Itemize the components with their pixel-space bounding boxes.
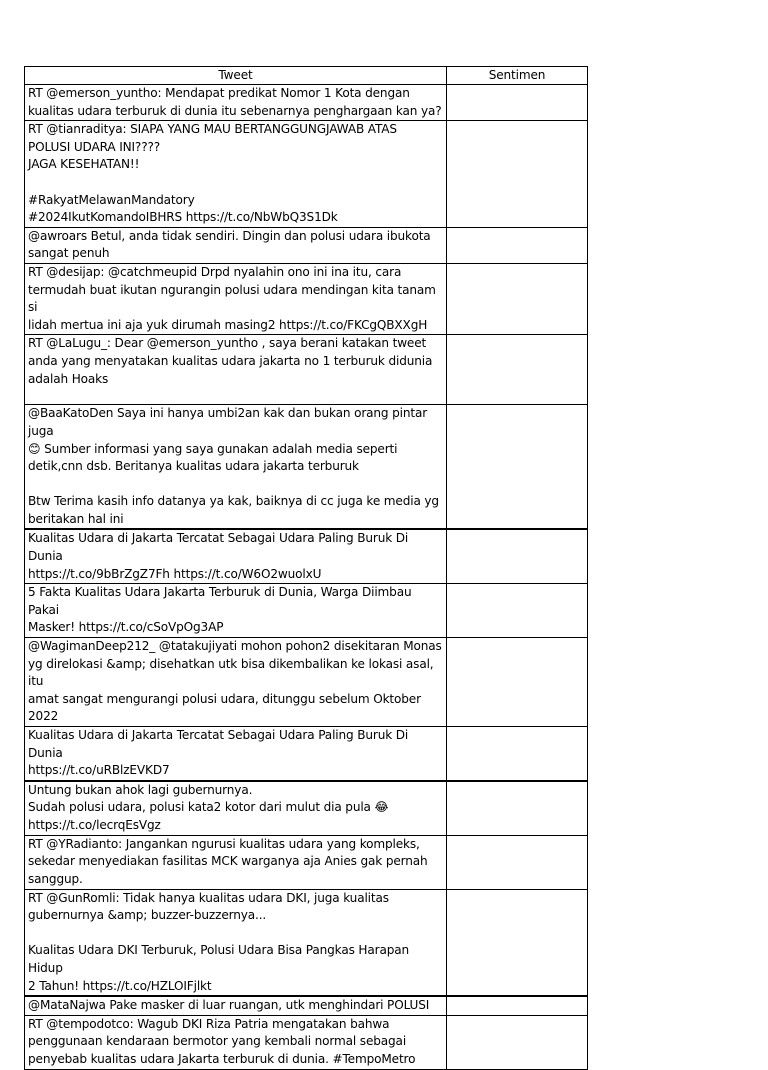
- table-row: [25, 85, 588, 121]
- tweet-cell[interactable]: @WagimanDeep212_ @tatakujiyati mohon pohon2 disekitaran Monas yg direlokasi &amp; disehatkan utk bisa dikembalikan ke lokasi asal, itu amat sangat mengurangi polusi udara, ditunggu sebelum Oktober 2022: [25, 638, 447, 727]
- table-row: [25, 781, 588, 835]
- table-row: [25, 584, 588, 638]
- tweet-cell[interactable]: RT @desijap: @catchmeupid Drpd nyalahin ono ini ina itu, cara termudah buat ikutan ngurangin polusi udara mendingan kita tanam si lidah mertua ini aja yuk dirumah masing2 https://t.co/FKCgQBXXgH: [25, 263, 447, 334]
- sentiment-cell[interactable]: [447, 405, 588, 530]
- sentiment-cell[interactable]: [447, 1015, 588, 1069]
- header-row: [25, 67, 588, 85]
- tweet-cell[interactable]: @MataNajwa Pake masker di luar ruangan, utk menghindari POLUSI: [25, 996, 447, 1015]
- sentiment-cell[interactable]: [447, 889, 588, 996]
- tweet-sentiment-table: [24, 66, 588, 1070]
- tweet-cell[interactable]: RT @tianraditya: SIAPA YANG MAU BERTANGGUNGJAWAB ATAS POLUSI UDARA INI???? JAGA KESEHATAN!! #RakyatMelawanMandatory #2024IkutKomandoIBHRS https://t.co/NbWbQ3S1Dk: [25, 121, 447, 228]
- table-row: [25, 227, 588, 263]
- table-row: [25, 121, 588, 228]
- tweet-cell[interactable]: @awroars Betul, anda tidak sendiri. Dingin dan polusi udara ibukota sangat penuh: [25, 227, 447, 263]
- table-row: [25, 889, 588, 996]
- table-row: [25, 263, 588, 334]
- table-row: [25, 835, 588, 889]
- sentiment-cell[interactable]: [447, 996, 588, 1015]
- sentiment-cell[interactable]: [447, 263, 588, 334]
- table-row: [25, 529, 588, 583]
- header-tweet[interactable]: Tweet: [25, 67, 447, 85]
- table-row: [25, 638, 588, 727]
- sentiment-cell[interactable]: [447, 727, 588, 781]
- sentiment-cell[interactable]: [447, 529, 588, 583]
- sentiment-cell[interactable]: [447, 85, 588, 121]
- table-row: [25, 996, 588, 1015]
- tweet-cell[interactable]: Kualitas Udara di Jakarta Tercatat Sebagai Udara Paling Buruk Di Dunia https://t.co/uRBlzEVKD7: [25, 727, 447, 781]
- header-sentiment[interactable]: Sentimen: [447, 67, 588, 85]
- sentiment-cell[interactable]: [447, 835, 588, 889]
- sentiment-cell[interactable]: [447, 584, 588, 638]
- sentiment-cell[interactable]: [447, 335, 588, 405]
- tweet-cell[interactable]: 5 Fakta Kualitas Udara Jakarta Terburuk di Dunia, Warga Diimbau Pakai Masker! https://t.co/cSoVpOg3AP: [25, 584, 447, 638]
- tweet-cell[interactable]: RT @emerson_yuntho: Mendapat predikat Nomor 1 Kota dengan kualitas udara terburuk di dunia itu sebenarnya penghargaan kan ya?: [25, 85, 447, 121]
- sentiment-cell[interactable]: [447, 638, 588, 727]
- table-row: [25, 335, 588, 405]
- table-row: [25, 405, 588, 530]
- table-row: [25, 1015, 588, 1069]
- tweet-cell[interactable]: RT @YRadianto: Jangankan ngurusi kualitas udara yang kompleks, sekedar menyediakan fasilitas MCK warganya aja Anies gak pernah sanggup.: [25, 835, 447, 889]
- tweet-cell[interactable]: Kualitas Udara di Jakarta Tercatat Sebagai Udara Paling Buruk Di Dunia https://t.co/9bBrZgZ7Fh https://t.co/W6O2wuolxU: [25, 529, 447, 583]
- table-row: [25, 727, 588, 781]
- tweet-cell[interactable]: RT @LaLugu_: Dear @emerson_yuntho , saya berani katakan tweet anda yang menyatakan kualitas udara jakarta no 1 terburuk didunia adalah Hoaks: [25, 335, 447, 405]
- sentiment-cell[interactable]: [447, 121, 588, 228]
- spreadsheet: [24, 66, 588, 1070]
- tweet-cell[interactable]: @BaaKatoDen Saya ini hanya umbi2an kak dan bukan orang pintar juga 😊 Sumber informasi yang saya gunakan adalah media seperti detik,cnn dsb. Beritanya kualitas udara jakarta terburuk Btw Terima kasih info datanya ya kak, baiknya di cc juga ke media yg beritakan hal ini: [25, 405, 447, 530]
- tweet-cell[interactable]: RT @tempodotco: Wagub DKI Riza Patria mengatakan bahwa penggunaan kendaraan bermotor yang kembali normal sebagai penyebab kualitas udara Jakarta terburuk di dunia. #TempoMetro: [25, 1015, 447, 1069]
- tweet-cell[interactable]: Untung bukan ahok lagi gubernurnya. Sudah polusi udara, polusi kata2 kotor dari mulut dia pula 😂 https://t.co/lecrqEsVgz: [25, 781, 447, 835]
- sentiment-cell[interactable]: [447, 227, 588, 263]
- sentiment-cell[interactable]: [447, 781, 588, 835]
- tweet-cell[interactable]: RT @GunRomli: Tidak hanya kualitas udara DKI, juga kualitas gubernurnya &amp; buzzer-buzzernya... Kualitas Udara DKI Terburuk, Polusi Udara Bisa Pangkas Harapan Hidup 2 Tahun! https://t.co/HZLOIFjlkt: [25, 889, 447, 996]
